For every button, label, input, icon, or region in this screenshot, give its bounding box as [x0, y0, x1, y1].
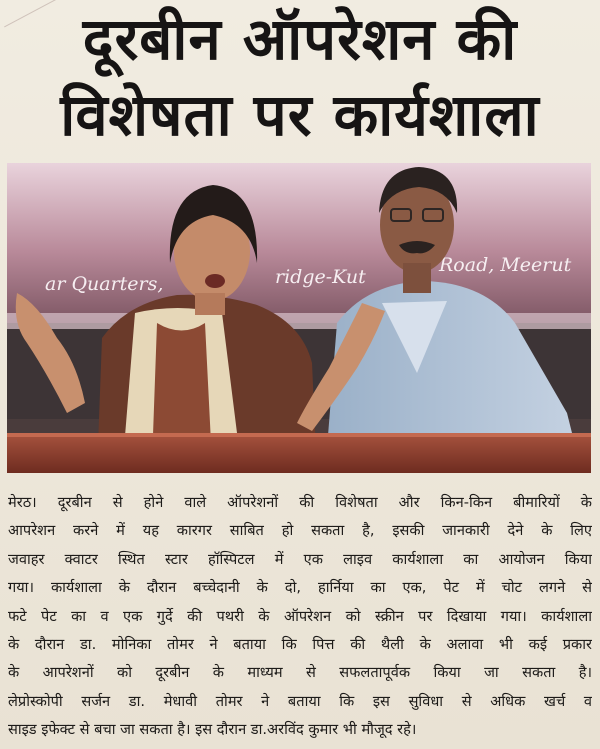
- banner-text-mid: ridge-Kut: [275, 266, 366, 288]
- article-body: [8, 489, 592, 745]
- article-line-1: मेरठ। दूरबीन से होने वाले ऑपरेशनों की विशेषता और किन-किन बीमारियों के: [8, 494, 592, 511]
- article-line-9: साइड इफेक्ट से बचा जा सकता है। इस दौरान डा.अरविंद कुमार भी मौजूद रहे।: [8, 721, 417, 739]
- headline-line-1: दूरबीन ऑपरेशन की: [82, 5, 518, 73]
- banner-text-left: ar Quarters,: [45, 273, 164, 295]
- article-line-2: आपरेशन करने में यह कारगर साबित हो सकता है, इसकी जानकारी देने के लिए: [8, 522, 592, 540]
- article-line-8: लेप्रोस्कोपी सर्जन डा. मेधावी तोमर ने बताया कि इस सुविधा से अधिक खर्च व: [8, 692, 592, 710]
- news-photo: [7, 163, 591, 473]
- article-line-6: के दौरान डा. मोनिका तोमर ने बताया कि पित्त की थैली के अलावा भी कई प्रकार: [8, 636, 592, 654]
- article-line-3: जवाहर क्वाटर स्थित स्टार हॉस्पिटल में एक लाइव कार्यशाला का आयोजन किया: [8, 550, 592, 568]
- headline-line-2: विशेषता पर कार्यशाला: [60, 81, 540, 149]
- table-edge: [7, 435, 591, 473]
- article-line-4: गया। कार्यशाला के दौरान बच्चेदानी के दो, हार्निया का एक, पेट में चोट लगने से: [8, 579, 592, 597]
- article-line-7: के आपरेशनों को दूरबीन के माध्यम से सफलतापूर्वक किया जा सकता है।: [8, 664, 592, 682]
- banner-backdrop: [7, 163, 591, 323]
- article-line-5: फटे पेट का व एक गुर्दे की पथरी के ऑपरेशन को स्क्रीन पर दिखाया गया। कार्यशाला: [8, 607, 592, 625]
- banner-text-right: Road, Meerut: [439, 254, 572, 276]
